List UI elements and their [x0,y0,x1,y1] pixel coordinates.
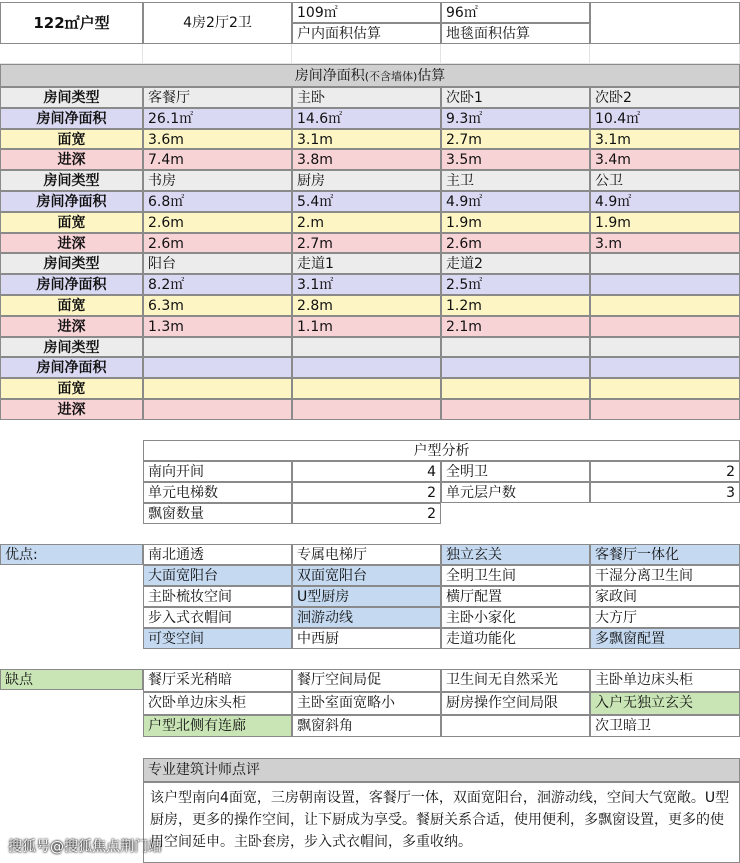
room-row-label: 房间类型 [0,337,143,358]
review-text: 该户型南向4面宽，三房朝南设置，客餐厅一体，双面宽阳台，洄游动线，空间大气宽敞。U型厨房，更多的操作空间，让下厨成为享受。餐厨关系合适，使用便利，多飘窗设置，更多的使用空间延申。主卧套房，步入式衣帽间，多重收纳。 [143,782,740,863]
room-cell [441,378,590,399]
con-item: 厨房操作空间局限 [441,692,590,715]
room-cell: 2.8m [292,295,441,316]
room-cell: 3.4m [590,149,740,170]
room-cell: 1.3m [143,316,292,337]
pro-item: 中西厨 [292,628,441,649]
room-cell: 6.3m [143,295,292,316]
room-cell: 4.9㎡ [441,191,590,212]
room-row-label: 面宽 [0,295,143,316]
pro-item: 家政间 [590,586,740,607]
room-cell [590,399,740,420]
analysis-value: 2 [292,503,441,524]
room-cell: 2.6m [143,233,292,254]
pro-item: 多飘窗配置 [590,628,740,649]
room-row-label: 房间类型 [0,87,143,108]
room-row-label: 面宽 [0,378,143,399]
room-cell [292,378,441,399]
layout-text: 4房2厅2卫 [143,2,292,44]
room-cell: 4.9㎡ [590,191,740,212]
pro-item: 双面宽阳台 [292,565,441,586]
room-cell: 次卧1 [441,87,590,108]
carpet-area-value: 96㎡ [441,2,590,23]
room-cell: 6.8㎡ [143,191,292,212]
pro-item: 主卧梳妆空间 [143,586,292,607]
room-cell: 厨房 [292,170,441,191]
pro-item: 大面宽阳台 [143,565,292,586]
room-title-main: 房间净面积 [294,68,365,84]
room-cell: 3.1m [590,129,740,150]
pro-item: U型厨房 [292,586,441,607]
header-empty-cell [590,2,740,44]
con-item [441,715,590,737]
analysis-value: 3 [590,482,740,503]
analysis-value: 2 [292,482,441,503]
con-item: 次卫暗卫 [590,715,740,737]
watermark: 搜狐号@搜狐焦点荆门站 [8,839,162,855]
room-cell: 2.6m [441,233,590,254]
room-cell [590,274,740,295]
pro-item: 步入式衣帽间 [143,607,292,628]
grid-cell [0,44,143,64]
grid-cell [441,44,590,64]
room-cell: 走道2 [441,253,590,274]
room-row-label: 进深 [0,399,143,420]
room-cell: 5.4㎡ [292,191,441,212]
pros-label: 优点: [0,544,143,565]
con-item: 户型北侧有连廊 [143,715,292,737]
room-cell: 1.1m [292,316,441,337]
room-row-label: 房间净面积 [0,357,143,378]
room-cell [590,378,740,399]
analysis-value: 2 [590,461,740,482]
pro-item: 可变空间 [143,628,292,649]
room-cell: 7.4m [143,149,292,170]
room-cell: 3.1㎡ [292,274,441,295]
room-cell: 1.9m [590,212,740,233]
room-row-label: 进深 [0,149,143,170]
room-row-label: 进深 [0,316,143,337]
room-cell [590,253,740,274]
room-cell: 1.9m [441,212,590,233]
room-cell [590,316,740,337]
con-item: 飘窗斜角 [292,715,441,737]
grid-cell [143,44,292,64]
pro-item: 客餐厅一体化 [590,544,740,565]
room-cell [590,337,740,358]
pro-item: 独立玄关 [441,544,590,565]
room-cell [441,399,590,420]
room-cell [143,357,292,378]
review-title: 专业建筑计师点评 [143,758,740,782]
room-cell [292,399,441,420]
room-cell: 3.1m [292,129,441,150]
analysis-label: 单元电梯数 [143,482,292,503]
room-cell: 主卫 [441,170,590,191]
room-cell [441,337,590,358]
room-cell: 客餐厅 [143,87,292,108]
room-cell [143,378,292,399]
con-item: 次卧单边床头柜 [143,692,292,715]
room-row-label: 房间净面积 [0,191,143,212]
con-item: 卫生间无自然采光 [441,669,590,692]
room-row-label: 面宽 [0,129,143,150]
analysis-label: 南向开间 [143,461,292,482]
room-cell: 10.4㎡ [590,108,740,129]
pro-item: 主卧小家化 [441,607,590,628]
room-cell: 公卫 [590,170,740,191]
room-title-tail: 估算 [417,68,446,84]
room-row-label: 房间类型 [0,253,143,274]
grid-cell [292,44,441,64]
room-cell: 14.6㎡ [292,108,441,129]
analysis-value: 4 [292,461,441,482]
room-cell: 3.m [590,233,740,254]
room-cell: 阳台 [143,253,292,274]
room-cell [441,357,590,378]
room-cell: 3.8m [292,149,441,170]
indoor-area-value: 109㎡ [292,2,441,23]
analysis-title: 户型分析 [143,440,740,461]
room-cell: 8.2㎡ [143,274,292,295]
cons-label: 缺点 [0,669,143,690]
room-cell: 书房 [143,170,292,191]
room-cell [292,357,441,378]
room-cell [143,399,292,420]
analysis-label: 全明卫 [441,461,590,482]
room-cell: 9.3㎡ [441,108,590,129]
room-cell [590,357,740,378]
indoor-area-label: 户内面积估算 [292,23,441,44]
con-item: 餐厅空间局促 [292,669,441,692]
grid-cell [590,44,740,64]
con-item: 餐厅采光稍暗 [143,669,292,692]
room-cell: 2.7m [441,129,590,150]
room-cell: 2.7m [292,233,441,254]
room-cell: 2.1m [441,316,590,337]
room-cell: 走道1 [292,253,441,274]
con-item: 主卧室面宽略小 [292,692,441,715]
room-row-label: 房间净面积 [0,108,143,129]
unit-title: 122㎡户型 [0,2,143,44]
con-item: 主卧单边床头柜 [590,669,740,692]
room-row-label: 进深 [0,233,143,254]
pro-item: 走道功能化 [441,628,590,649]
room-cell [292,337,441,358]
room-row-label: 房间净面积 [0,274,143,295]
pro-item: 横厅配置 [441,586,590,607]
room-cell [143,337,292,358]
room-row-label: 面宽 [0,212,143,233]
room-cell: 2.m [292,212,441,233]
analysis-label: 单元层户数 [441,482,590,503]
room-cell: 主卧 [292,87,441,108]
pro-item: 全明卫生间 [441,565,590,586]
room-cell: 2.5㎡ [441,274,590,295]
pro-item: 大方厅 [590,607,740,628]
con-item: 入户无独立玄关 [590,692,740,715]
room-cell: 3.6m [143,129,292,150]
room-cell: 次卧2 [590,87,740,108]
room-title-small: (不含墙体) [364,70,418,83]
room-cell: 2.6m [143,212,292,233]
room-cell: 3.5m [441,149,590,170]
pro-item: 洄游动线 [292,607,441,628]
analysis-label: 飘窗数量 [143,503,292,524]
pro-item: 专属电梯厅 [292,544,441,565]
room-cell: 26.1㎡ [143,108,292,129]
pro-item: 南北通透 [143,544,292,565]
room-cell [590,295,740,316]
room-cell: 1.2m [441,295,590,316]
carpet-area-label: 地毯面积估算 [441,23,590,44]
room-row-label: 房间类型 [0,170,143,191]
room-section-title [0,64,740,87]
pro-item: 干湿分离卫生间 [590,565,740,586]
